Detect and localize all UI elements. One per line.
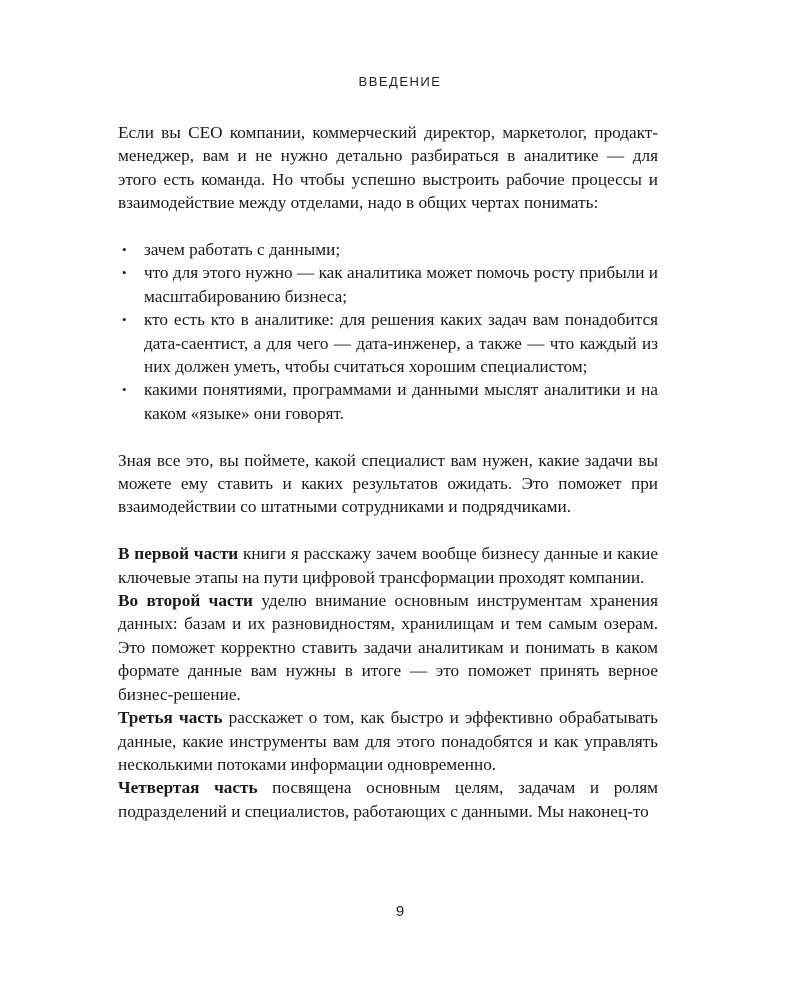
part-four-paragraph (118, 776, 658, 823)
part-four-label: Четвертая часть (118, 778, 258, 798)
bullet-text: что для этого нужно — как аналитика может помочь росту прибыли и масштабированию бизнеса; (144, 263, 658, 306)
part-two-text: уделю внимание основным инструментам хранения данных: базам и их разновидностям, хранилищам и тем самым озерам. Это поможет корректно ставить задачи аналитикам и понимать в каком формате данные вам нужны в итоге — это поможет принять верное бизнес-решение. (118, 591, 658, 704)
intro-paragraph: Если вы CEO компании, коммерческий директор, маркетолог, продакт-менеджер, вам и не нужно детально разбираться в аналитике — для этого есть команда. Но чтобы успешно выстроить рабочие процессы и взаимодействие между отделами, надо в общих чертах понимать: (118, 123, 658, 213)
part-two-label: Во второй части (118, 591, 253, 611)
body-text (118, 121, 658, 823)
bullet-icon: • (122, 242, 127, 258)
bullet-item (122, 238, 658, 261)
part-three-text: расскажет о том, как быстро и эффективно обрабатывать данные, какие инструменты вам для этого понадобятся и как управлять несколькими потоками информации одновременно. (118, 708, 658, 774)
part-two-paragraph (118, 589, 658, 706)
part-three-label: Третья часть (118, 708, 223, 728)
bullet-item (122, 308, 658, 378)
bullet-text: какими понятиями, программами и данными мыслят аналитики и на каком «языке» они говорят. (144, 380, 658, 423)
page-number: 9 (395, 903, 405, 920)
bullet-icon: • (122, 382, 127, 398)
part-four-text: посвящена основным целям, задачам и ролям подразделений и специалистов, работающих с данными. Мы наконец-то (118, 778, 659, 821)
bullet-icon: • (122, 265, 127, 281)
part-one-text: книги я расскажу зачем вообще бизнесу данные и какие ключевые этапы на пути цифровой трансформации проходят компании. (118, 544, 659, 587)
bullet-text: кто есть кто в аналитике: для решения каких задач вам понадобится дата-саентист, а для чего — дата-инженер, а также — что каждый из них должен уметь, чтобы считаться хорошим специалистом; (144, 310, 658, 377)
running-head: ВВЕДЕНИЕ (358, 74, 442, 89)
knowing-paragraph: Зная все это, вы поймете, какой специалист вам нужен, какие задачи вы можете ему ставить и каких результатов ожидать. Это поможет при взаимодействии со штатными сотрудниками и подрядчиками. (118, 450, 658, 517)
bullet-list (118, 238, 658, 425)
bullet-text: зачем работать с данными; (144, 240, 341, 260)
part-one-paragraph (118, 542, 658, 589)
bullet-item (122, 261, 658, 308)
bullet-icon: • (122, 312, 127, 328)
part-three-paragraph (118, 706, 658, 776)
bullet-item (122, 378, 658, 425)
part-one-label: В первой части (118, 544, 239, 564)
